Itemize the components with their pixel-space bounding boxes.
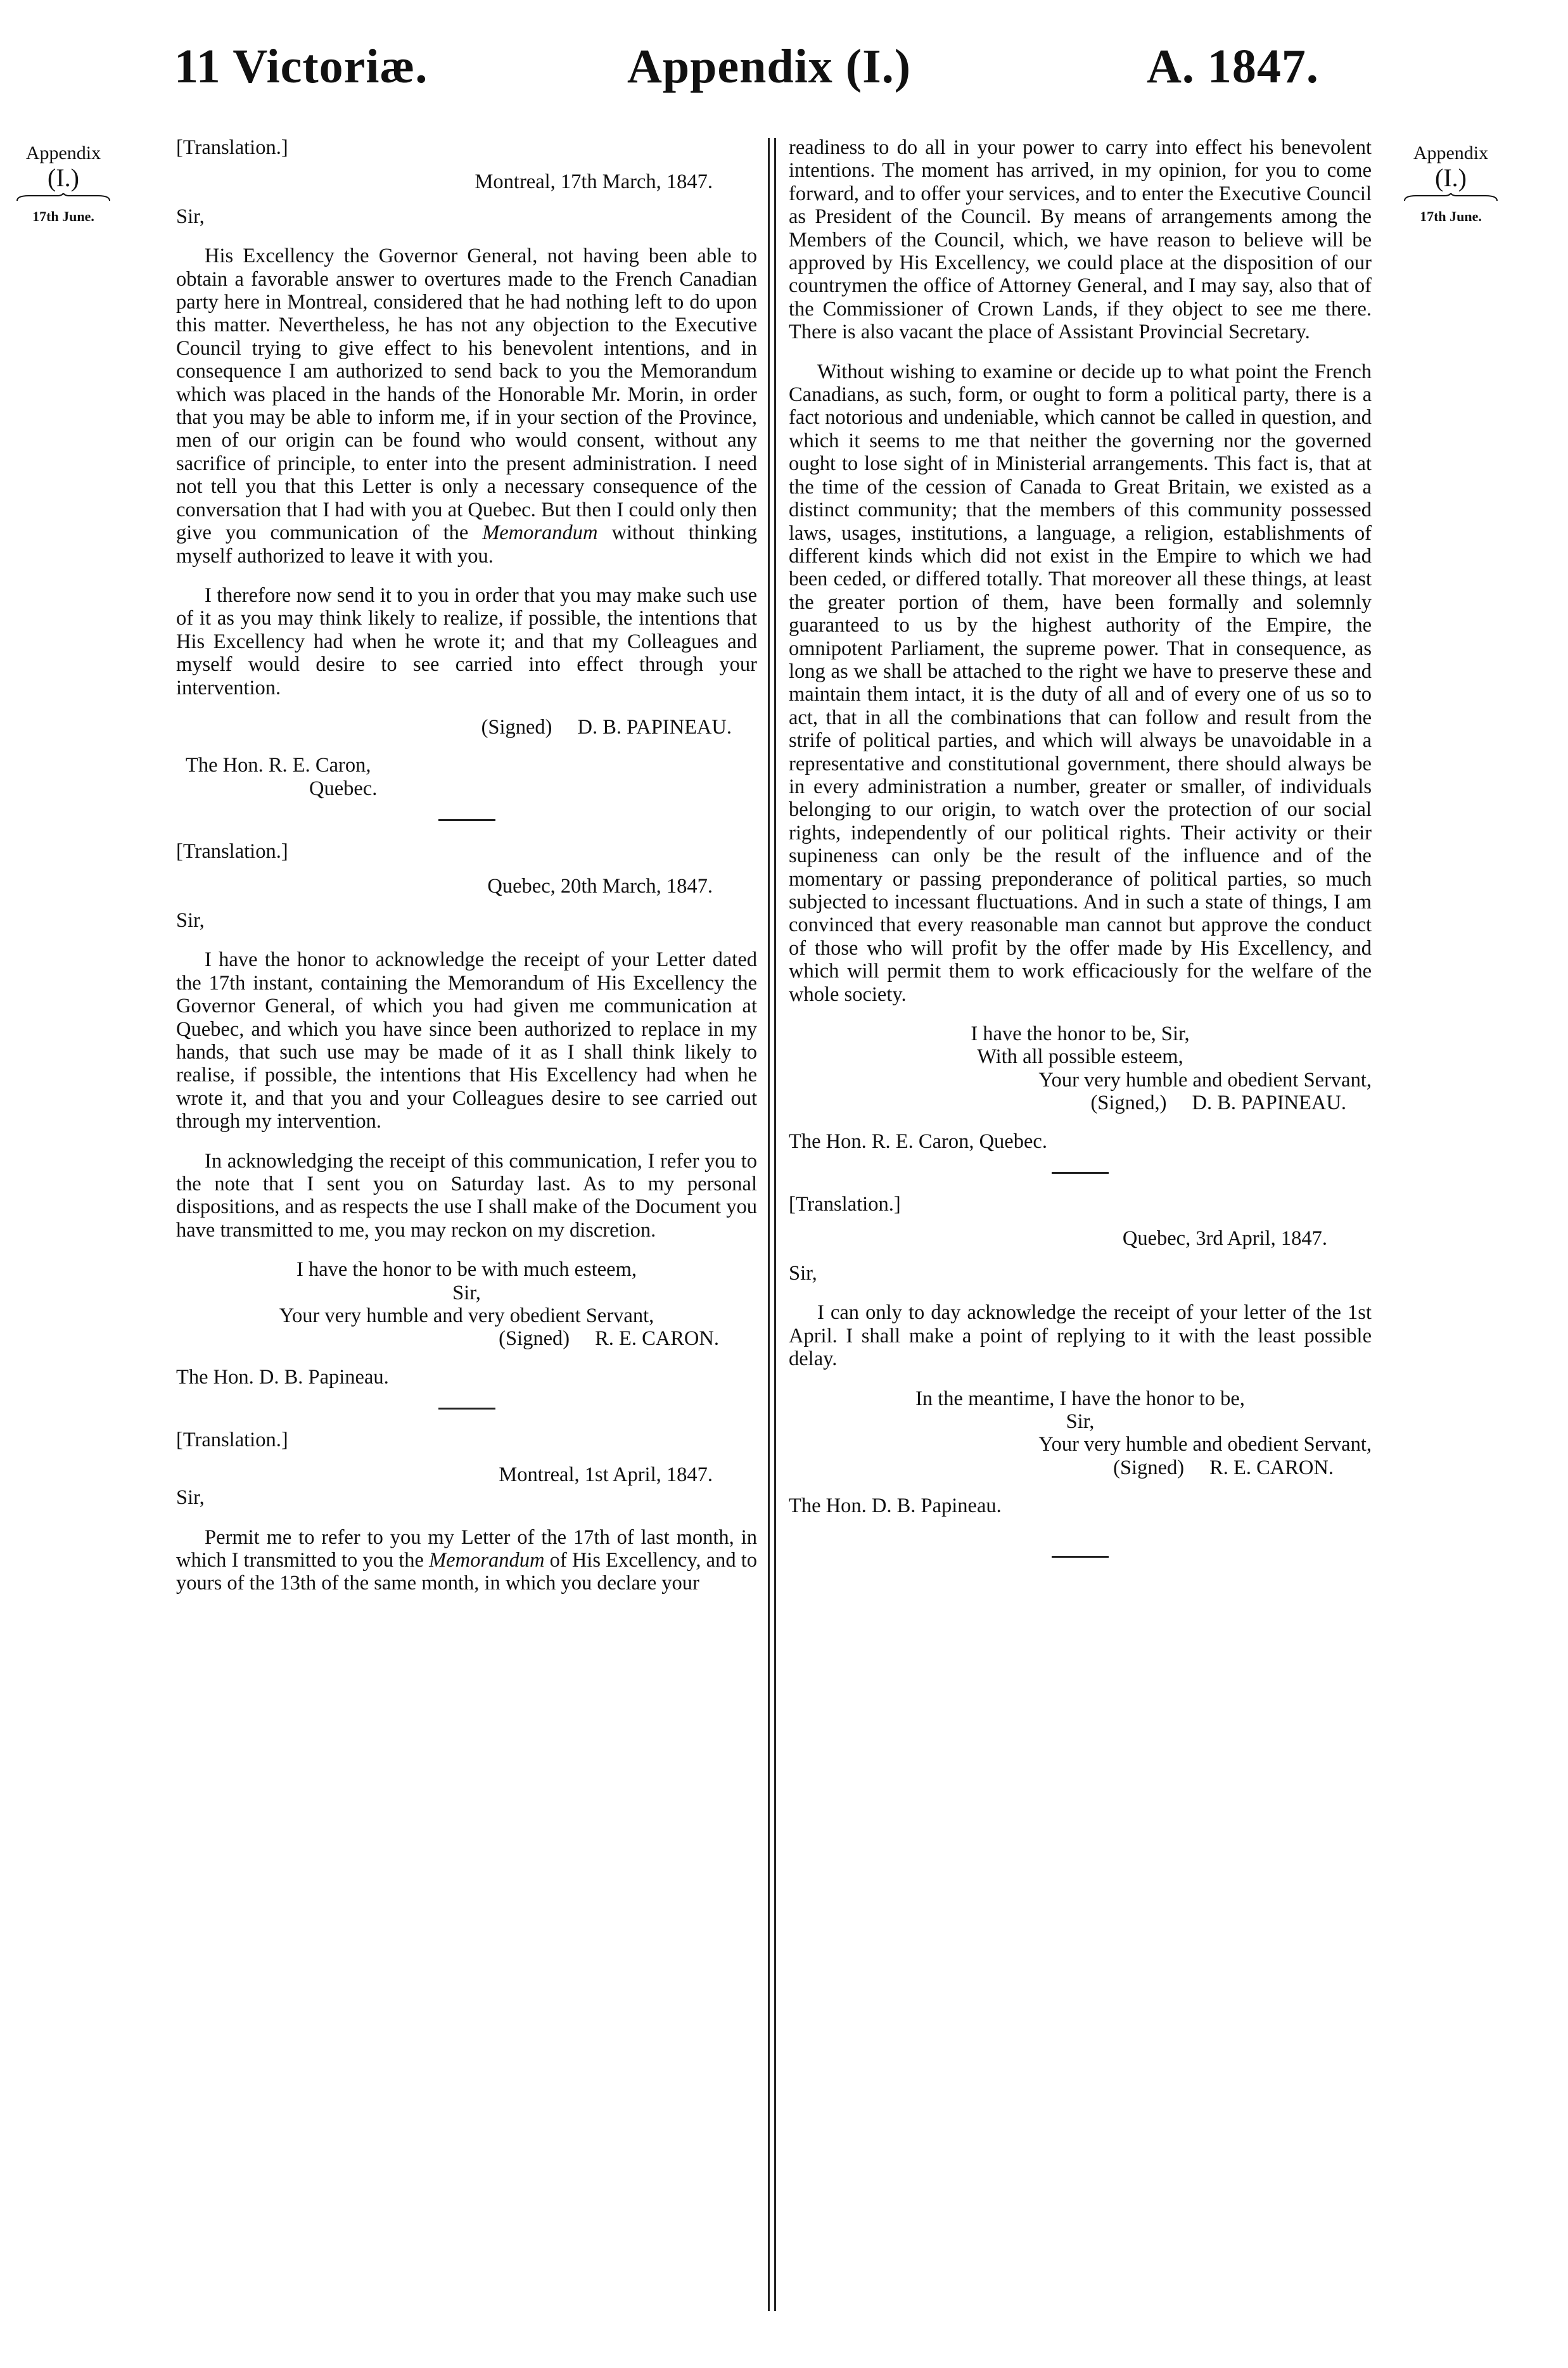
emphasis: Memorandum	[429, 1548, 545, 1572]
addressee: The Hon. R. E. Caron, Quebec.	[789, 1130, 1047, 1153]
margin-note-left	[13, 143, 114, 227]
signature-line	[176, 1327, 757, 1350]
running-head-year: A. 1847.	[1147, 40, 1319, 93]
closing-line: In the meantime, I have the honor to be,	[915, 1387, 1245, 1410]
column-rule-right	[774, 138, 776, 2311]
closing-line: Your very humble and very obedient Servant,	[279, 1304, 654, 1328]
signature-line	[789, 1092, 1372, 1114]
translation-note: [Translation.]	[176, 840, 288, 863]
addressee: The Hon. D. B. Papineau.	[789, 1494, 1002, 1518]
margin-note-label: Appendix	[25, 143, 101, 163]
signed-label: (Signed,)	[1090, 1092, 1167, 1115]
letter-dateline: Quebec, 3rd April, 1847.	[1122, 1227, 1327, 1251]
signatory-name: R. E. CARON.	[595, 1327, 719, 1351]
closing-line: With all possible esteem,	[977, 1045, 1183, 1069]
letter-paragraph-continued: readiness to do all in your power to carry into effect his benevolent intentions. The moment has arrived, in my opinion, for you to come forward, and to offer your services, and to enter the Executive Council as President of the Council. By means of arrangements among the Members of the Council, which, we have reason to believe will be approved by His Excellency, we could place at the disposition of our countrymen the office of Attorney General, and I may say, also that of the Commissioner of Crown Lands, if they object to see me there. There is also vacant the place of Assistant Provincial Secretary.	[789, 136, 1372, 344]
section-divider	[1052, 1172, 1109, 1174]
signatory-name: D. B. PAPINEAU.	[577, 715, 732, 739]
running-head-appendix: Appendix (I.)	[627, 40, 911, 93]
translation-note: [Translation.]	[176, 136, 288, 159]
running-head-session: 11 Victoriæ.	[174, 40, 428, 93]
closing-line: Sir,	[452, 1281, 481, 1304]
salutation: Sir,	[176, 205, 205, 228]
margin-note-label: Appendix	[1413, 143, 1489, 163]
closing-line: Your very humble and obedient Servant,	[1038, 1068, 1372, 1092]
addressee: The Hon. D. B. Papineau.	[176, 1365, 389, 1389]
translation-note: [Translation.]	[789, 1193, 901, 1216]
margin-note-section: (I.)	[1435, 163, 1467, 192]
letter-dateline: Montreal, 1st April, 1847.	[499, 1463, 713, 1486]
signatory-name: R. E. CARON.	[1209, 1456, 1334, 1479]
signed-label: (Signed)	[499, 1327, 570, 1351]
letter-paragraph: In acknowledging the receipt of this communication, I refer you to the note that I sent you on Saturday last. As to my personal dispositions, and as respects the use I shall make of the Document you have transmitted to me, you may reckon on my discretion.	[176, 1149, 757, 1242]
left-column	[176, 136, 757, 1595]
addressee-city: Quebec.	[309, 777, 378, 800]
section-divider	[438, 819, 495, 821]
closing-line: I have the honor to be with much esteem,	[296, 1258, 637, 1282]
section-divider	[1052, 1556, 1109, 1558]
signed-label: (Signed)	[1113, 1456, 1185, 1479]
closing-line: I have the honor to be, Sir,	[971, 1022, 1190, 1046]
right-column	[789, 136, 1372, 1577]
signatory-name: D. B. PAPINEAU.	[1192, 1092, 1346, 1115]
margin-note-section: (I.)	[48, 163, 79, 192]
translation-note: [Translation.]	[176, 1429, 288, 1452]
letter-paragraph: His Excellency the Governor General, not having been able to obtain a favorable answer to overtures made to the French Canadian party here in Montreal, considered that he had nothing left to do upon this matter. Nevertheless, he has not any objection to the Executive Council trying to give effect to his benevolent intentions, and in consequence I am authorized to send back to you the Memorandum which was placed in the hands of the Honorable Mr. Morin, in order that you may be able to inform me, if in your section of the Province, men of our origin can be found who would consent, without any sacrifice of principle, to enter into the present administration. I need not tell you that this Letter is only a necessary consequence of the conversation that I had with you at Quebec. But then I could only then give you communication of the Memorandum without thinking myself authorized to leave it with you.	[176, 245, 757, 568]
column-rule-left	[768, 138, 770, 2311]
brace-icon	[16, 193, 111, 202]
closing-line: Your very humble and obedient Servant,	[1038, 1433, 1372, 1456]
salutation: Sir,	[176, 1486, 205, 1510]
margin-note-date: 17th June.	[1420, 208, 1482, 224]
signature-line	[176, 716, 757, 739]
salutation: Sir,	[789, 1261, 817, 1285]
brace-icon	[1403, 193, 1498, 202]
margin-note-right	[1400, 143, 1501, 227]
section-divider	[438, 1408, 495, 1410]
addressee: The Hon. R. E. Caron,	[186, 754, 371, 777]
salutation: Sir,	[176, 908, 205, 932]
letter-paragraph: Permit me to refer to you my Letter of the 17th of last month, in which I transmitted to you the Memorandum of His Excellency, and to yours of the 13th of the same month, in which you declare your	[176, 1525, 758, 1595]
margin-note-date: 17th June.	[32, 208, 94, 224]
letter-paragraph: Without wishing to examine or decide up to what point the French Canadians, as such, form, or ought to form a political party, there is a fact notorious and undeniable, which cannot be called in question, and which it seems to me that neither the governing nor the governed ought to lose sight of in Ministerial arrangements. This fact is, that at the time of the cession of Canada to Great Britain, we existed as a distinct community; that the members of this community possessed laws, usages, institutions, a language, a religion, establishments of different kinds which did not exist in the Empire to which we had been ceded, or differed totally. That moreover all these things, at least the greater portion of them, have been formally and solemnly guaranteed to us by the highest authority of the Empire, the omnipotent Parliament, the supreme power. That in consequence, as long as we shall be attached to the right we have to preserve these and maintain them intact, it is the duty of all and of every one of us so to act, that in all the combinations that can follow and result from the strife of political parties, and which will always be unavoidable in a representative and constitutional government, there should always be in every administration a number, greater or smaller, of individuals belonging to our origin, to watch over the protection of our social rights, independently of our political rights. Their activity or their supineness can only be the result of the influence and of the momentary or passing preponderance of political parties, so much subjected to incessant fluctuations. And in such a state of things, I am convinced that every reasonable man cannot but approve the conduct of those who will profit by the offer made by His Excellency, and which will permit them to work efficaciously for the welfare of the whole society.	[789, 360, 1372, 1006]
emphasis: Memorandum	[482, 521, 598, 545]
letter-paragraph: I can only to day acknowledge the receipt of your letter of the 1st April. I shall make a point of replying to it with the least possible delay.	[789, 1301, 1372, 1371]
letter-paragraph: I therefore now send it to you in order that you may make such use of it as you may think likely to realize, if possible, the intentions that His Excellency had when he wrote it; and that my Colleagues and myself would desire to see carried into effect through your intervention.	[176, 583, 757, 699]
closing-line: Sir,	[1066, 1410, 1095, 1433]
letter-paragraph: I have the honor to acknowledge the receipt of your Letter dated the 17th instant, containing the Memorandum of His Excellency the Governor General, of which you had given me communication at Quebec, and which you have since been authorized to replace in my hands, that such use may be made of it as I shall think likely to realise, if possible, the intentions that His Excellency had when he wrote it, and that you and your Colleagues desire to see carried out through my intervention.	[176, 948, 757, 1133]
signature-line	[789, 1456, 1372, 1479]
letter-dateline: Montreal, 17th March, 1847.	[475, 170, 713, 194]
signed-label: (Signed)	[481, 715, 552, 739]
letter-dateline: Quebec, 20th March, 1847.	[487, 874, 713, 898]
